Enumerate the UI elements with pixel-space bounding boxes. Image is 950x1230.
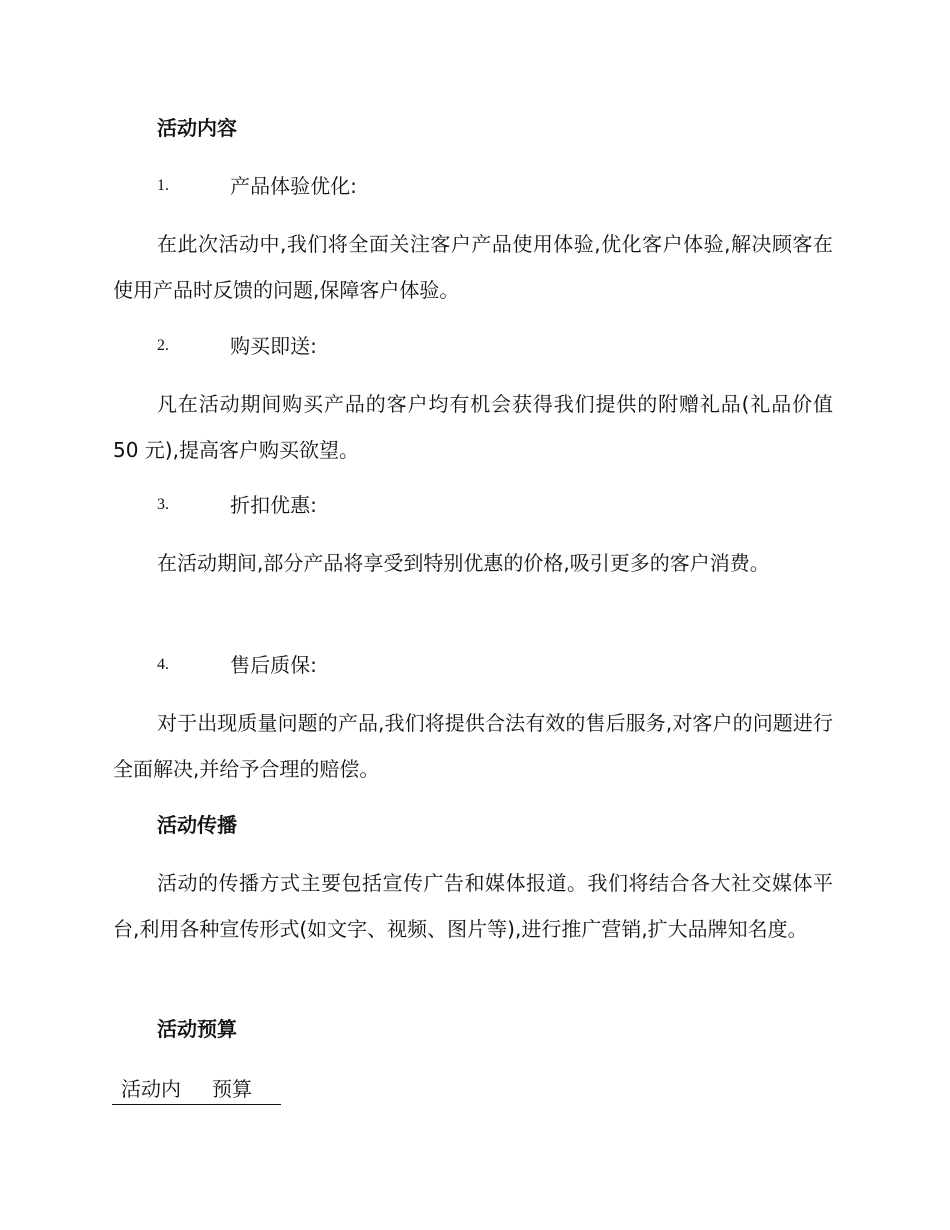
list-item-2: [157, 332, 317, 360]
budget-table-header-budget: 预算: [212, 1077, 252, 1101]
list-item-4: [157, 651, 317, 679]
list-item-number: 2.: [157, 337, 169, 354]
list-item-title: 售后质保:: [230, 653, 317, 677]
budget-table: [112, 1074, 281, 1105]
budget-table-header-content: 活动内: [121, 1077, 181, 1101]
list-item-title: 折扣优惠:: [230, 493, 317, 517]
list-item-3: [157, 491, 317, 519]
paragraph-item-4: 对于出现质量问题的产品,我们将提供合法有效的售后服务,对客户的问题进行全面解决,并给予合理的赔偿。: [113, 711, 833, 781]
paragraph-item-3: 在活动期间,部分产品将享受到特别优惠的价格,吸引更多的客户消费。: [157, 551, 770, 575]
list-item-title: 产品体验优化:: [230, 174, 357, 198]
list-item-number: 3.: [157, 496, 169, 513]
list-item-title: 购买即送:: [230, 334, 317, 358]
list-item-number: 1.: [157, 177, 169, 194]
section-heading-budget: 活动预算: [157, 1017, 237, 1041]
paragraph-item-2: 凡在活动期间购买产品的客户均有机会获得我们提供的附赠礼品(礼品价值 50 元),提高客户购买欲望。: [113, 392, 833, 462]
paragraph-spread: 活动的传播方式主要包括宣传广告和媒体报道。我们将结合各大社交媒体平台,利用各种宣传形式(如文字、视频、图片等),进行推广营销,扩大品牌知名度。: [113, 871, 833, 941]
section-heading-spread: 活动传播: [157, 813, 237, 837]
list-item-1: [157, 172, 357, 200]
list-item-number: 4.: [157, 656, 169, 673]
paragraph-item-1: 在此次活动中,我们将全面关注客户产品使用体验,优化客户体验,解决顾客在使用产品时反馈的问题,保障客户体验。: [113, 232, 833, 302]
section-heading-content: 活动内容: [157, 116, 237, 140]
